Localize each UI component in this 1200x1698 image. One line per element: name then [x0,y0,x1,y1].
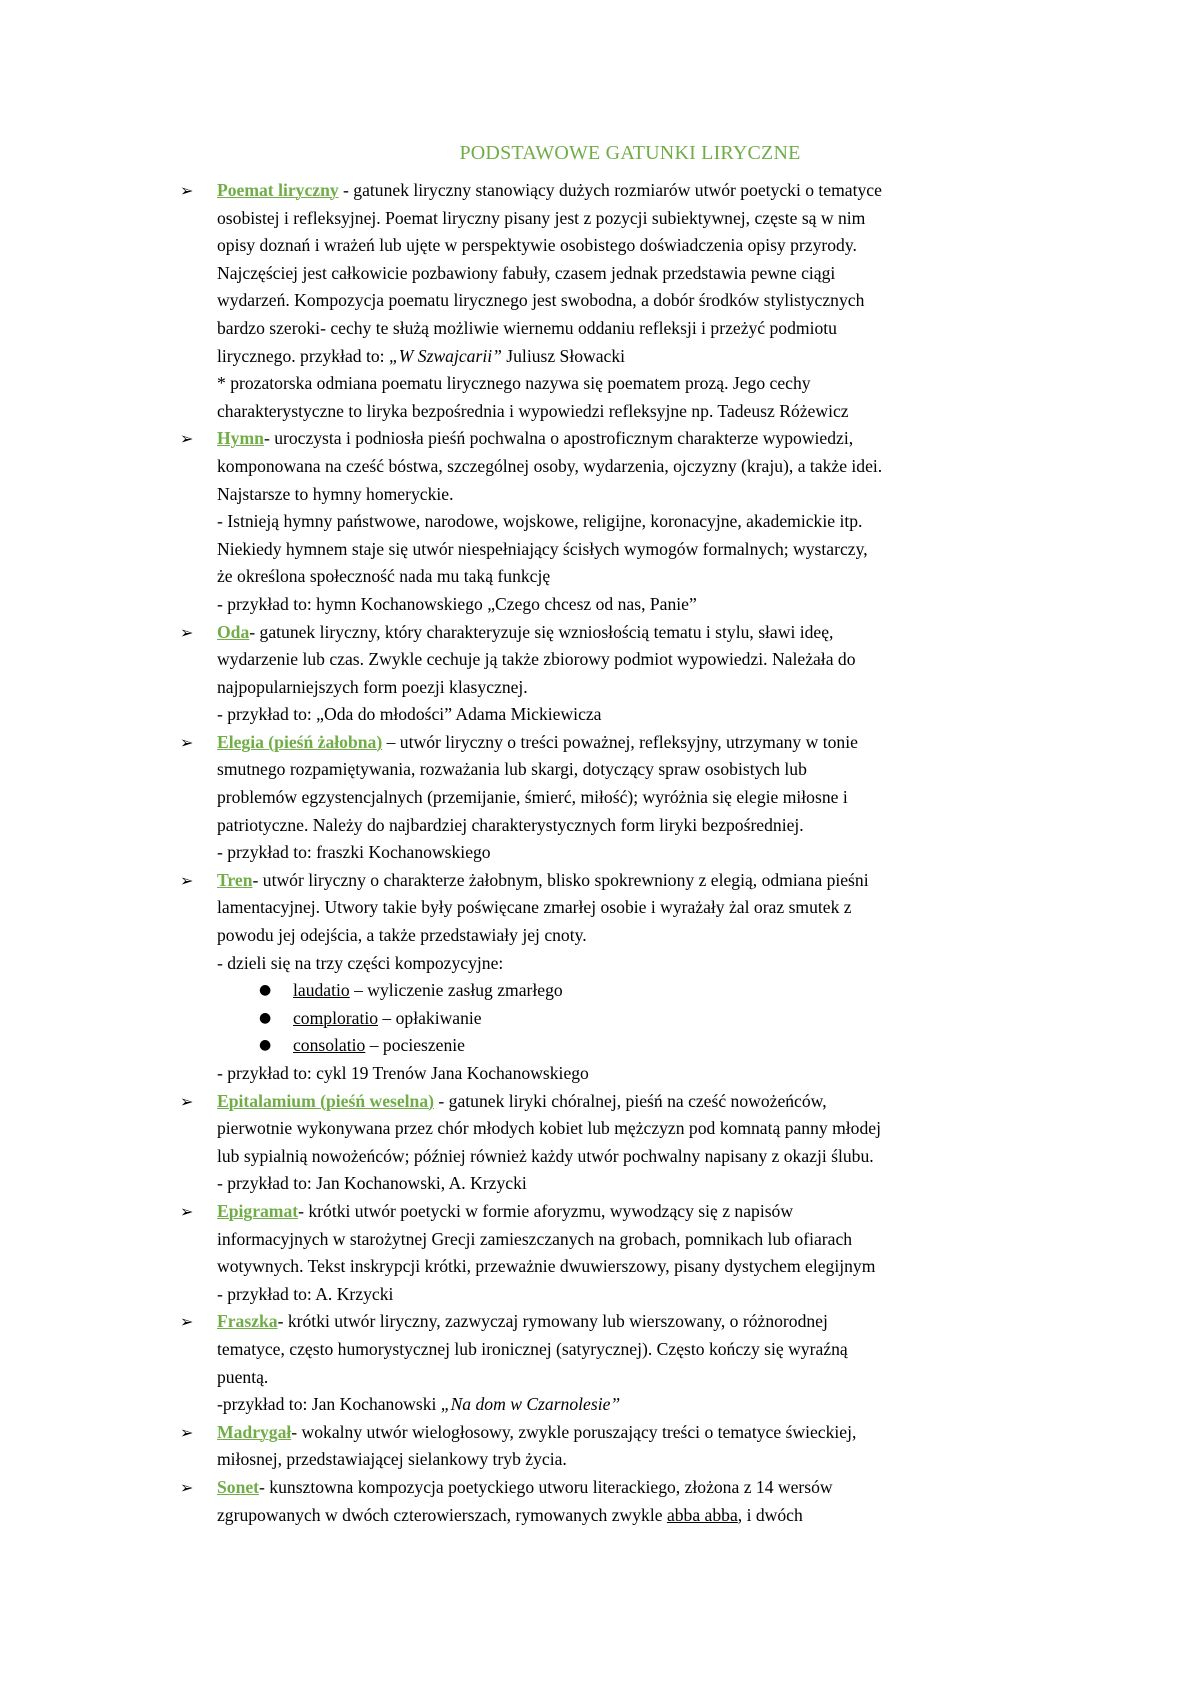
arrow-bullet-icon: ➢ [180,622,194,642]
entry-text: problemów egzystencjalnych (przemijanie, śmierć, miłość); wyróżnia się elegie miłosne i [217,787,848,808]
entry-text: że określona społeczność nada mu taką funkcję [217,566,551,587]
entry-text: - gatunek liryczny stanowiący dużych rozmiarów utwór poetycki o tematyce [338,180,882,200]
entry-text: powodu jej odejścia, a także przedstawiały jej cnoty. [217,925,587,946]
arrow-bullet-icon: ➢ [180,1312,194,1332]
entry-text: pierwotnie wykonywana przez chór młodych kobiet lub mężczyzn pod komnatą panny młodej [217,1118,881,1139]
entry-text: - Istnieją hymny państwowe, narodowe, wojskowe, religijne, koronacyjne, akademickie itp. [217,511,863,532]
genre-term: Sonet [217,1476,260,1497]
entry-text: wydarzeń. Kompozycja poematu lirycznego jest swobodna, a dobór środków stylistycznych [217,290,865,311]
arrow-bullet-icon: ➢ [180,1477,194,1497]
example-title: „Na dom w Czarnolesie” [440,1394,621,1415]
example-line: - przykład to: „Oda do młodości” Adama Mickiewicza [217,704,602,725]
genre-term: Elegia (pieśń żałobna) [217,731,383,752]
part-desc: – opłakiwanie [378,1007,482,1028]
example-line: - przykład to: A. Krzycki [217,1283,394,1304]
genre-entry-hymn [180,425,1087,618]
example-line: - przykład to: hymn Kochanowskiego „Czego chcesz od nas, Panie” [217,593,697,614]
entry-text: najpopularniejszych form poezji klasycznej. [217,676,528,697]
entry-text: opisy doznań i wrażeń lub ujęte w perspektywie osobistego doświadczenia opisy przyrody. [217,235,857,256]
genre-entry-oda [180,619,1087,729]
entry-text: - dzieli się na trzy części kompozycyjne: [217,952,504,973]
entry-text: komponowana na cześć bóstwa, szczególnej osoby, wydarzenia, ojczyzny (kraju), a także idei. [217,455,883,476]
entry-text: - utwór liryczny o charakterze żałobnym, blisko spokrewniony z elegią, odmiana pieśni [252,869,869,890]
entry-text: lub sypialnią nowożeńców; później również każdy utwór pochwalny napisany z okazji ślubu. [217,1145,874,1166]
entry-text: puentą. [217,1366,269,1387]
tren-parts-list [217,977,1087,1060]
entry-text: - uroczysta i podniosła pieśń pochwalna o apostroficznym charakterze wypowiedzi, [263,428,854,449]
genre-term: Madrygał [217,1421,292,1442]
note-text: * prozatorska odmiana poematu lirycznego nazywa się poematem prozą. Jego cechy [217,373,811,394]
genre-entry-fraszka [180,1308,1087,1418]
entry-text: - krótki utwór liryczny, zazwyczaj rymowany lub wierszowany, o różnorodnej [277,1311,828,1332]
entry-text: informacyjnych w starożytnej Grecji zamieszczanych na grobach, pomnikach lub ofiarach [217,1228,853,1249]
arrow-bullet-icon: ➢ [180,1422,194,1442]
genre-entry-poemat [180,177,1087,425]
entry-text: Najstarsze to hymny homeryckie. [217,483,454,504]
entry-text: osobistej i refleksyjnej. Poemat liryczny pisany jest z pozycji subiektywnej, częste są w nim [217,207,866,228]
example-line: - przykład to: Jan Kochanowski, A. Krzycki [217,1173,527,1194]
entry-text: lamentacyjnej. Utwory takie były poświęcane zmarłej osobie i wyrażały żal oraz smutek z [217,897,852,918]
entry-text: Najczęściej jest całkowicie pozbawiony fabuły, czasem jednak przedstawia pewne ciągi [217,262,836,283]
part-desc: – pocieszenie [365,1035,465,1056]
entry-text: - kunsztowna kompozycja poetyckiego utworu literackiego, złożona z 14 wersów [259,1476,833,1497]
entry-text: – utwór liryczny o treści poważnej, refleksyjny, utrzymany w tonie [382,731,858,752]
entry-text: - gatunek liryczny, który charakteryzuje się wzniosłością tematu i stylu, sławi ideę, [249,621,834,642]
entry-text: - gatunek liryki chóralnej, pieśń na cześć nowożeńców, [434,1090,827,1111]
entry-text: zgrupowanych w dwóch czterowierszach, rymowanych zwykle abba abba, i dwóch [217,1504,803,1525]
note-text: charakterystyczne to liryka bezpośrednia i wypowiedzi refleksyjne np. Tadeusz Różewicz [217,400,849,421]
bullet-dot-icon: ● [259,1009,272,1026]
genre-term: Poemat liryczny [217,180,339,200]
arrow-bullet-icon: ➢ [180,732,194,752]
genre-entry-epitalamium [180,1088,1087,1198]
list-item [217,1032,1087,1060]
genre-term: Tren [217,869,253,890]
example-line: lirycznego. przykład to: „W Szwajcarii” Juliusz Słowacki [217,345,626,366]
entry-text: patriotyczne. Należy do najbardziej charakterystycznych form liryki bezpośredniej. [217,814,804,835]
example-line: - przykład to: cykl 19 Trenów Jana Kochanowskiego [217,1063,589,1083]
arrow-bullet-icon: ➢ [180,870,194,890]
document-title: PODSTAWOWE GATUNKI LIRYCZNE [459,142,801,164]
genre-list [180,177,1080,1529]
part-name: comploratio [293,1007,379,1028]
arrow-bullet-icon: ➢ [180,1201,194,1221]
genre-term: Epigramat [217,1200,299,1221]
arrow-bullet-icon: ➢ [180,181,194,200]
arrow-bullet-icon: ➢ [180,429,194,449]
entry-text: tematyce, często humorystycznej lub ironicznej (satyrycznej). Często kończy się wyraźną [217,1338,848,1359]
genre-term: Oda [217,621,250,642]
entry-text: - wokalny utwór wielogłosowy, zwykle poruszający treści o tematyce świeckiej, [291,1421,857,1442]
arrow-bullet-icon: ➢ [180,1091,194,1111]
entry-text: smutnego rozpamiętywania, rozważania lub skargi, dotyczący spraw osobistych lub [217,759,807,780]
list-item [217,977,1087,1005]
entry-text: Niekiedy hymnem staje się utwór niespełniający ścisłych wymogów formalnych; wystarczy, [217,538,868,559]
entry-text: - krótki utwór poetycki w formie aforyzmu, wywodzący się z napisów [298,1200,794,1221]
entry-text: miłosnej, przedstawiającej sielankowy tryb życia. [217,1449,567,1470]
rhyme-scheme: abba abba [666,1504,738,1525]
list-item [217,1005,1087,1033]
genre-entry-tren [180,867,1087,1088]
genre-term: Epitalamium (pieśń weselna) [217,1090,435,1111]
part-desc: – wyliczenie zasług zmarłego [349,980,563,1001]
genre-term: Hymn [217,428,264,449]
genre-entry-madrygal [180,1419,1087,1474]
example-title: „W Szwajcarii” [388,345,502,366]
entry-text: wydarzenie lub czas. Zwykle cechuje ją także zbiorowy podmiot wypowiedzi. Należała do [217,649,856,670]
genre-entry-epigramat [180,1198,1087,1308]
bullet-dot-icon: ● [259,982,272,999]
genre-term: Fraszka [217,1311,278,1332]
part-name: consolatio [293,1035,366,1056]
genre-entry-elegia [180,729,1087,867]
bullet-dot-icon: ● [259,1037,272,1054]
example-line: -przykład to: Jan Kochanowski „Na dom w Czarnolesie” [217,1394,621,1415]
part-name: laudatio [293,980,350,1001]
example-line: - przykład to: fraszki Kochanowskiego [217,842,491,863]
entry-text: bardzo szeroki- cechy te służą możliwie wiernemu oddaniu refleksji i przeżyć podmiotu [217,317,837,338]
genre-entry-sonet [180,1474,1087,1529]
entry-text: wotywnych. Tekst inskrypcji krótki, przeważnie dwuwierszowy, pisany dystychem elegijnym [217,1256,876,1277]
